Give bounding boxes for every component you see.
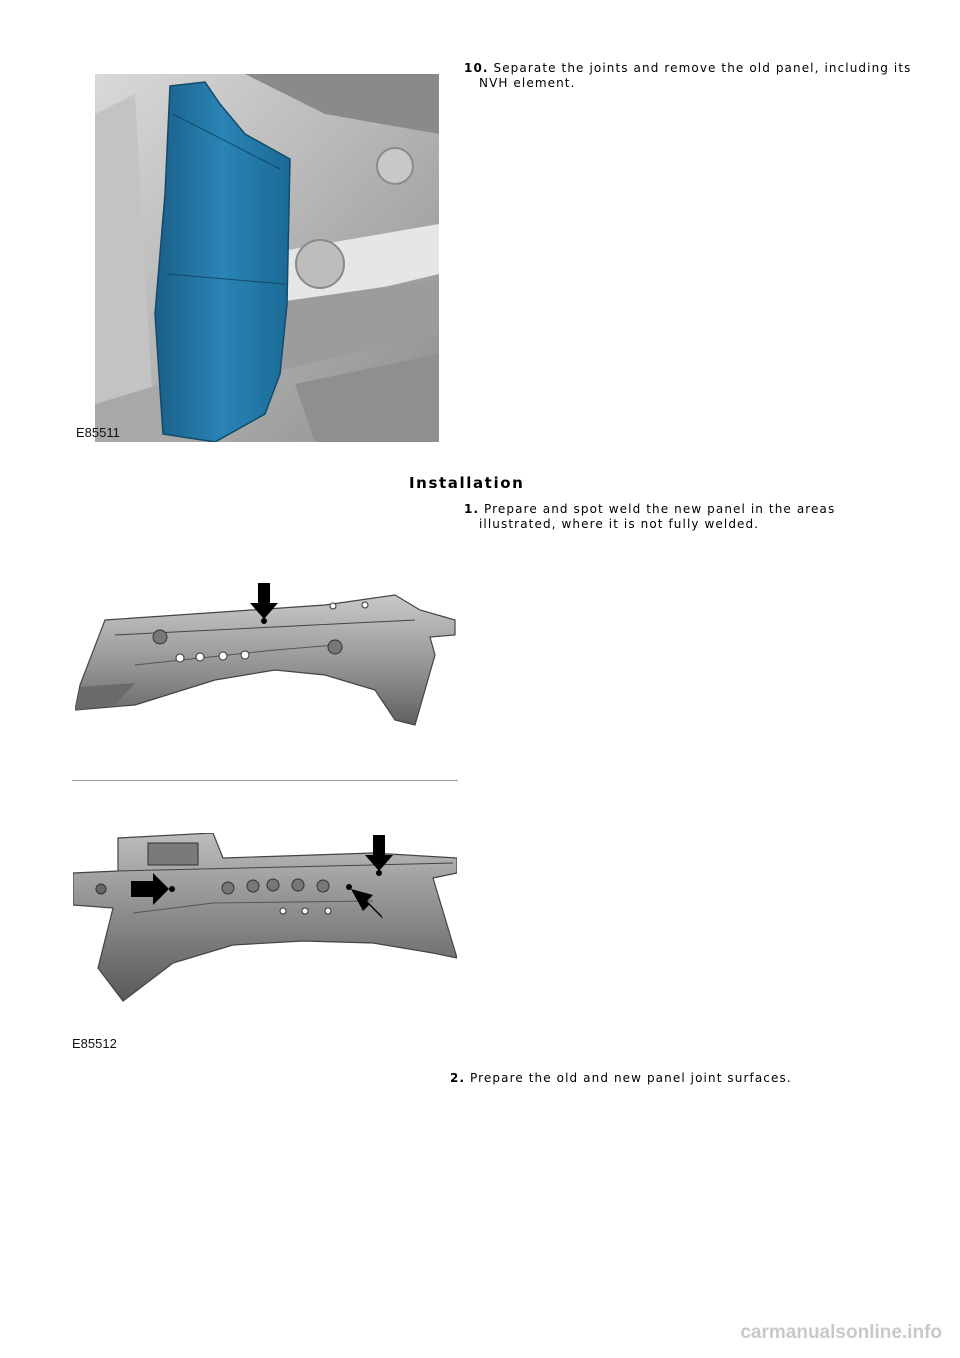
step-text-continued: illustrated, where it is not fully welded. — [479, 517, 760, 531]
watermark: carmanualsonline.info — [740, 1322, 942, 1343]
figure-e85512-upper — [75, 575, 459, 735]
panel-upper-illustration — [75, 575, 459, 735]
panel-lower-illustration — [73, 833, 457, 1003]
figure-label: E85511 — [76, 425, 120, 440]
step-1 — [464, 502, 835, 532]
step-text-continued: NVH element. — [479, 76, 576, 90]
step-text: Prepare the old and new panel joint surfaces. — [470, 1071, 792, 1085]
step-10 — [464, 61, 912, 91]
step-number: 2. — [450, 1071, 466, 1085]
step-text: Separate the joints and remove the old panel, including its — [493, 61, 912, 75]
figure-label: E85512 — [72, 1036, 117, 1051]
step-number: 10. — [464, 61, 489, 75]
nvh-panel-illustration — [95, 74, 439, 442]
figure-e85511 — [95, 74, 439, 442]
figure-e85512-lower — [73, 833, 457, 1003]
step-number: 1. — [464, 502, 480, 516]
figure-divider — [72, 780, 458, 781]
step-text: Prepare and spot weld the new panel in the areas — [484, 502, 836, 516]
step-2 — [450, 1071, 792, 1086]
section-heading: Installation — [409, 474, 525, 492]
